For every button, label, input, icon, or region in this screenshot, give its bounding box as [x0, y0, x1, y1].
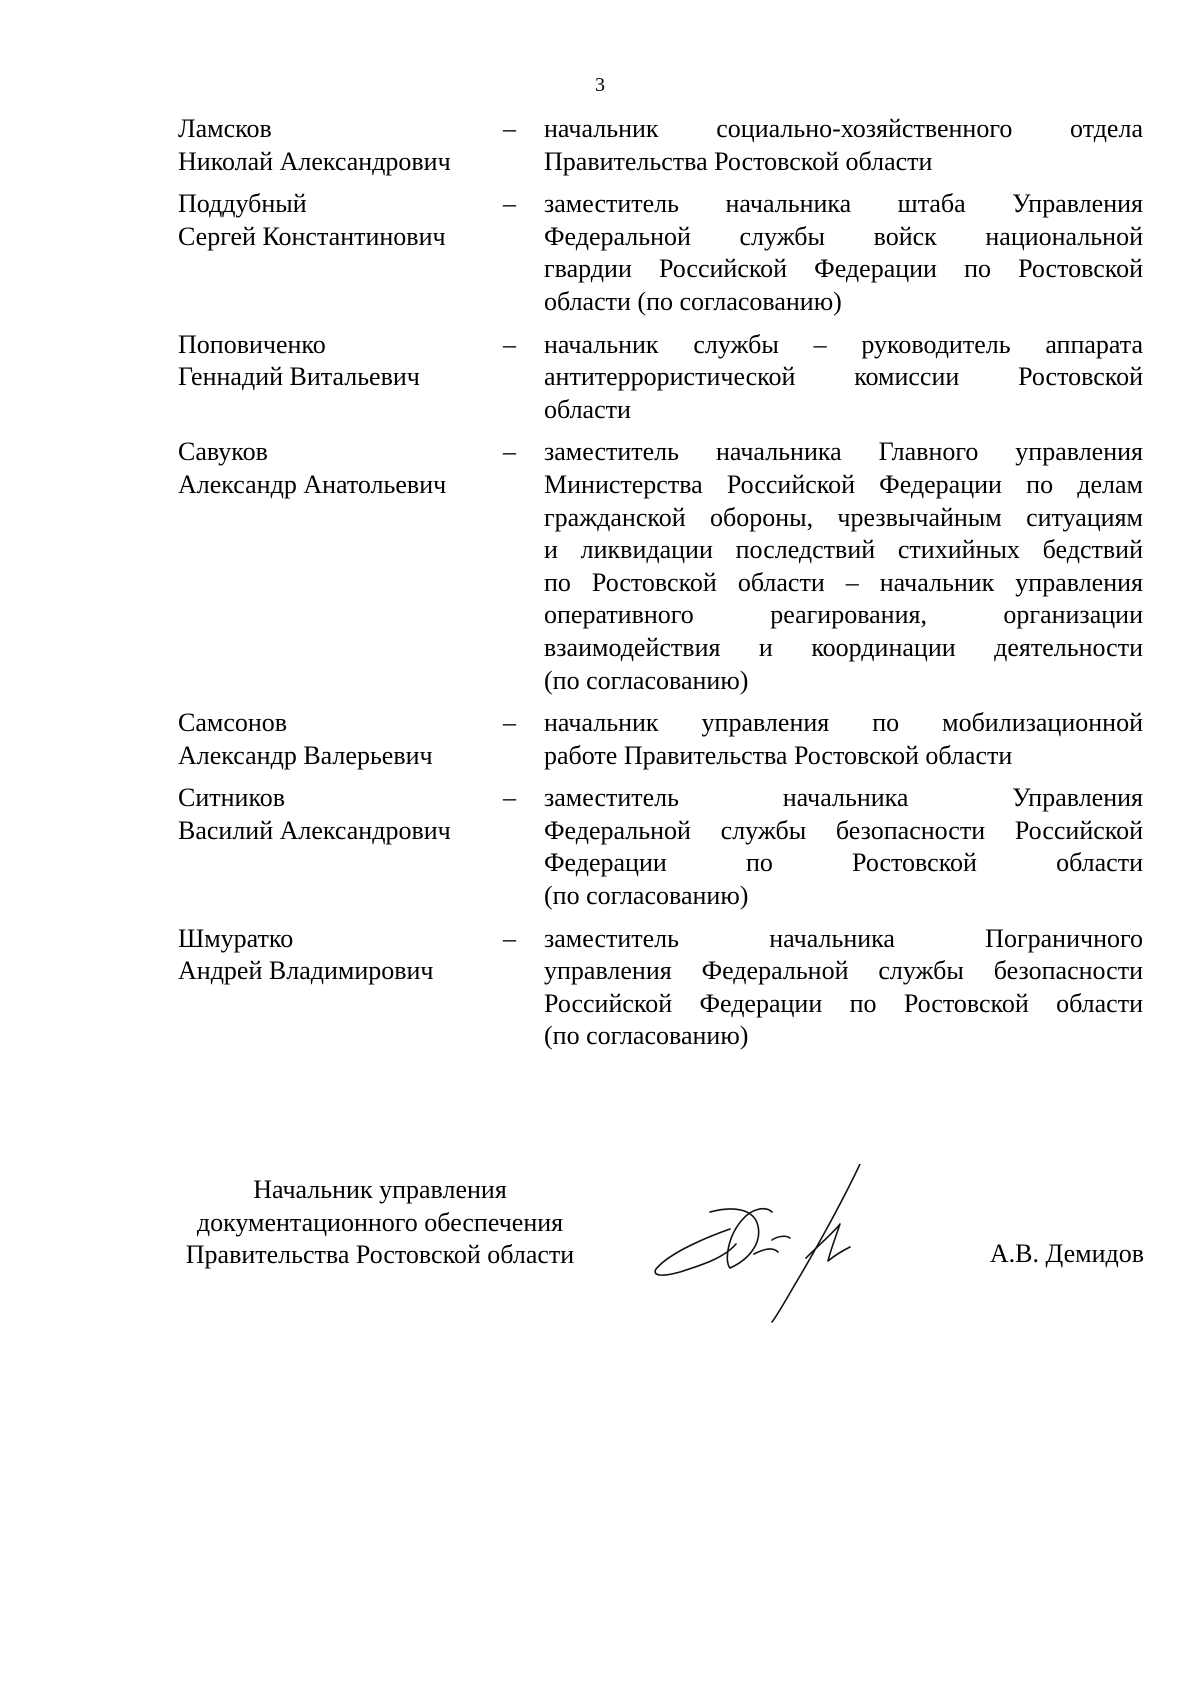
signer-title-line: Начальник управления [253, 1175, 507, 1204]
member-dash: – [503, 437, 516, 467]
member-position-line: начальник социально-хозяйственного отдела [544, 114, 1143, 143]
member-position-line: Федерации по Ростовской области [544, 848, 1143, 878]
member-given-names: Александр Анатольевич [178, 469, 447, 499]
member-dash: – [503, 189, 516, 219]
member-position-line: гражданской обороны, чрезвычайным ситуациям [544, 502, 1143, 532]
member-name [178, 707, 503, 772]
member-dash: – [503, 329, 516, 359]
page-number: 3 [595, 74, 605, 96]
member-position-line: оперативного реагирования, организации [544, 600, 1143, 630]
member-surname: Шмуратко [178, 923, 294, 953]
member-dash: – [503, 708, 516, 738]
member-name [178, 923, 503, 1053]
member-surname: Савуков [178, 437, 268, 467]
member-position-line: (по согласованию) [544, 1021, 749, 1051]
signer-title-line: Правительства Ростовской области [185, 1240, 575, 1269]
member-position-line: (по согласованию) [544, 665, 749, 695]
member-position-line: заместитель начальника Управления [544, 783, 1143, 813]
member-name [178, 113, 503, 178]
member-position-line: Федеральной службы безопасности Российской [544, 815, 1143, 845]
member-position-line: по Ростовской области – начальник управления [544, 567, 1143, 597]
member-position-line: и ликвидации последствий стихийных бедствий [544, 535, 1143, 565]
commission-member [178, 782, 1143, 912]
member-name [178, 329, 503, 427]
member-position-line: взаимодействия и координации деятельности [544, 632, 1143, 662]
member-position-line: области [544, 394, 631, 424]
member-dash: – [503, 114, 516, 143]
member-position-line: (по согласованию) [544, 881, 749, 911]
member-surname: Ламсков [178, 114, 272, 143]
member-position-line: начальник управления по мобилизационной [544, 708, 1143, 738]
member-position-line: антитеррористической комиссии Ростовской [544, 362, 1143, 392]
commission-member [178, 113, 1143, 178]
member-position-line: работе Правительства Ростовской области [544, 740, 1013, 770]
commission-member [178, 707, 1143, 772]
member-given-names: Александр Валерьевич [178, 740, 433, 770]
member-given-names: Сергей Константинович [178, 221, 446, 251]
member-name [178, 782, 503, 912]
signer-title-line: документационного обеспечения [196, 1207, 564, 1237]
member-position-line: заместитель начальника Пограничного [544, 923, 1143, 953]
member-given-names: Николай Александрович [178, 146, 451, 176]
member-name [178, 188, 503, 318]
member-position-line: заместитель начальника Главного управления [544, 437, 1143, 467]
member-position-line: управления Федеральной службы безопасности [544, 956, 1143, 986]
member-position-line: гвардии Российской Федерации по Ростовской [544, 254, 1143, 284]
member-given-names: Геннадий Витальевич [178, 362, 420, 392]
member-dash: – [503, 783, 516, 813]
member-surname: Поповиченко [178, 329, 326, 359]
member-position [544, 707, 1143, 772]
signer-name: А.В. Демидов [989, 1239, 1144, 1268]
member-position-line: Федеральной службы войск национальной [544, 221, 1143, 251]
member-name [178, 436, 503, 697]
member-position-line: области (по согласованию) [544, 286, 842, 316]
member-given-names: Василий Александрович [178, 815, 451, 845]
member-position [544, 782, 1143, 912]
commission-member [178, 188, 1143, 318]
member-position [544, 188, 1143, 318]
member-position-line: начальник службы – руководитель аппарата [544, 329, 1143, 359]
signer-title [150, 1174, 610, 1272]
member-position-line: Правительства Ростовской области [544, 146, 933, 176]
signature-block [0, 1174, 1200, 1344]
member-position-line: Российской Федерации по Ростовской области [544, 988, 1143, 1018]
member-position-line: заместитель начальника штаба Управления [544, 189, 1143, 219]
commission-member [178, 329, 1143, 427]
member-position [544, 436, 1143, 697]
member-position [544, 329, 1143, 427]
member-position [544, 923, 1143, 1053]
member-position [544, 113, 1143, 178]
commission-member [178, 436, 1143, 697]
commission-member [178, 923, 1143, 1053]
member-given-names: Андрей Владимирович [178, 956, 434, 986]
member-dash: – [503, 923, 516, 953]
member-surname: Ситников [178, 783, 286, 813]
commission-member-list [178, 113, 1143, 1053]
handwritten-signature [650, 1164, 950, 1334]
member-surname: Самсонов [178, 708, 288, 738]
member-surname: Поддубный [178, 189, 307, 219]
member-position-line: Министерства Российской Федерации по делам [544, 469, 1143, 499]
